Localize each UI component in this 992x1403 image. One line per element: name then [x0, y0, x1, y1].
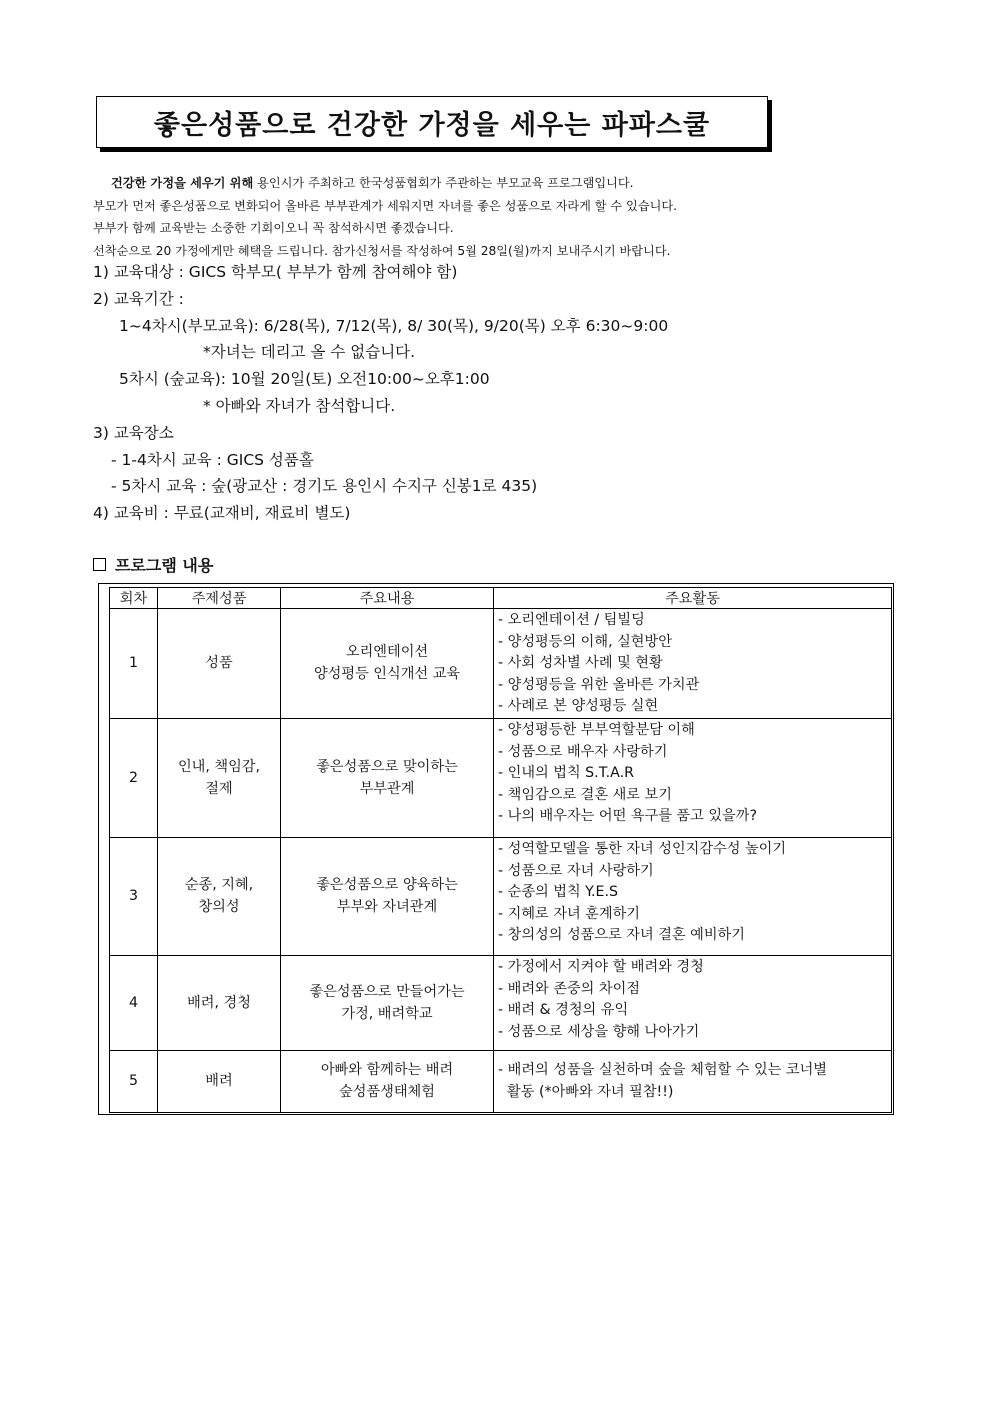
document-title: 좋은성품으로 건강한 가정을 세우는 파파스쿨	[153, 109, 711, 141]
table-row	[110, 718, 892, 837]
activities-cell	[494, 609, 892, 719]
theme-cell	[158, 837, 281, 955]
activity-item: - 사회 성차별 사례 및 현황	[498, 655, 663, 672]
activity-item: - 지혜로 자녀 훈계하기	[498, 905, 640, 922]
content-line: 부부관계	[359, 780, 415, 797]
intro-line-3: 부부가 함께 교육받는 소중한 기회이오니 꼭 참석하시면 좋겠습니다.	[93, 221, 454, 235]
activities-cell	[494, 1050, 892, 1112]
content-line: 좋은성품으로 맞이하는	[316, 758, 458, 775]
info-place-heading: 3) 교육장소	[93, 423, 174, 442]
session-number: 3	[110, 837, 158, 955]
session-number: 1	[110, 609, 158, 719]
intro-line-1	[93, 172, 913, 195]
activity-item: - 성품으로 자녀 사랑하기	[498, 862, 654, 879]
content-cell	[281, 609, 494, 719]
theme-line: 절제	[205, 780, 233, 797]
intro-paragraph	[93, 172, 913, 262]
info-period-2-note: * 아빠와 자녀가 참석합니다.	[203, 396, 396, 415]
activity-item: - 양성평등을 위한 올바른 가치관	[498, 676, 700, 693]
content-line: 숲성품생태체험	[339, 1084, 435, 1101]
activity-item: - 양성평등한 부부역할분담 이해	[498, 721, 695, 738]
content-line: 양성평등 인식개선 교육	[313, 666, 461, 683]
content-line: 가정, 배려학교	[341, 1005, 433, 1022]
theme-line: 순종, 지혜,	[184, 877, 254, 894]
info-target: 1) 교육대상 : GICS 학부모( 부부가 함께 참여해야 함)	[93, 263, 458, 281]
theme-line: 인내, 책임감,	[177, 758, 261, 775]
activity-item: - 사례로 본 양성평등 실현	[498, 698, 659, 715]
activity-item: - 배려의 성품을 실천하며 숲을 체험할 수 있는 코너별	[498, 1062, 828, 1079]
activity-item: 활동 (*아빠와 자녀 필참!!)	[498, 1083, 674, 1100]
activity-item: - 배려와 존중의 차이점	[498, 980, 640, 997]
header-session: 회차	[110, 588, 158, 609]
theme-cell	[158, 718, 281, 837]
content-line: 좋은성품으로 양육하는	[316, 877, 458, 894]
content-line: 오리엔테이션	[345, 644, 429, 661]
activities-cell	[494, 955, 892, 1050]
session-number: 5	[110, 1050, 158, 1112]
info-place-1: - 1-4차시 교육 : GICS 성품홀	[111, 450, 314, 469]
activity-item: - 배려 & 경청의 유익	[498, 1002, 629, 1019]
activity-item: - 순종의 법칙 Y.E.S	[498, 884, 618, 901]
table-row	[110, 955, 892, 1050]
session-number: 2	[110, 718, 158, 837]
header-activities: 주요활동	[494, 588, 892, 609]
program-section-heading	[93, 553, 213, 576]
theme-cell	[158, 1050, 281, 1112]
table-row	[110, 609, 892, 719]
content-cell	[281, 955, 494, 1050]
info-period-1: 1~4차시(부모교육): 6/28(목), 7/12(목), 8/ 30(목), 9/20(목) 오후 6:30~9:00	[119, 316, 669, 335]
activity-item: - 책임감으로 결혼 새로 보기	[498, 786, 672, 803]
checkbox-square-icon	[93, 558, 106, 571]
intro-line-2: 부모가 먼저 좋은성품으로 변화되어 올바른 부부관계가 세워지면 자녀를 좋은 성품으로 자라게 할 수 있습니다.	[93, 198, 678, 213]
activities-cell	[494, 837, 892, 955]
content-cell	[281, 1050, 494, 1112]
activity-item: - 나의 배우자는 어떤 욕구를 품고 있을까?	[498, 808, 757, 825]
content-line: 아빠와 함께하는 배려	[320, 1062, 454, 1079]
activity-item: - 양성평등의 이해, 실현방안	[498, 633, 672, 650]
header-theme: 주제성품	[158, 588, 281, 609]
activity-item: - 인내의 법칙 S.T.A.R	[498, 765, 635, 782]
content-cell	[281, 718, 494, 837]
table-row	[110, 1050, 892, 1112]
activity-item: - 성품으로 세상을 향해 나아가기	[498, 1023, 700, 1040]
info-period-2: 5차시 (숲교육): 10월 20일(토) 오전10:00~오후1:00	[119, 370, 490, 389]
theme-line: 배려, 경청	[187, 994, 251, 1011]
activity-item: - 오리엔테이션 / 팀빌딩	[498, 612, 645, 628]
activities-cell	[494, 718, 892, 837]
theme-line: 성품	[205, 655, 233, 672]
intro-line-4: 선착순으로 20 가정에게만 혜택을 드립니다. 참가신청서를 작성하여 5월 28일(월)까지 보내주시기 바랍니다.	[93, 243, 671, 258]
activity-item: - 가정에서 지켜야 할 배려와 경청	[498, 958, 704, 975]
session-number: 4	[110, 955, 158, 1050]
document-title-box	[96, 96, 768, 148]
info-period-heading: 2) 교육기간 :	[93, 289, 184, 308]
program-table	[109, 587, 892, 1113]
theme-line: 창의성	[198, 899, 240, 916]
activity-item: - 창의성의 성품으로 자녀 결혼 예비하기	[498, 927, 745, 944]
content-line: 부부와 자녀관계	[336, 899, 438, 916]
theme-cell	[158, 609, 281, 719]
education-info	[93, 259, 668, 527]
content-line: 좋은성품으로 만들어가는	[309, 983, 465, 1000]
info-place-2: - 5차시 교육 : 숲(광교산 : 경기도 용인시 수지구 신봉1로 435)	[111, 477, 538, 496]
info-period-1-note: *자녀는 데리고 올 수 없습니다.	[203, 343, 416, 362]
content-cell	[281, 837, 494, 955]
info-fee: 4) 교육비 : 무료(교재비, 재료비 별도)	[93, 504, 351, 523]
theme-cell	[158, 955, 281, 1050]
table-header-row	[110, 588, 892, 609]
theme-line: 배려	[205, 1073, 233, 1090]
header-content: 주요내용	[281, 588, 494, 609]
activity-item: - 성역할모델을 통한 자녀 성인지감수성 높이기	[498, 840, 787, 857]
intro-line-1-bold: 건강한 가정을 세우기 위해	[111, 176, 254, 190]
table-row	[110, 837, 892, 955]
activity-item: - 성품으로 배우자 사랑하기	[498, 743, 668, 760]
program-heading-label: 프로그램 내용	[115, 556, 214, 575]
intro-line-1-rest: 용인시가 주최하고 한국성품협회가 주관하는 부모교육 프로그램입니다.	[253, 176, 634, 190]
